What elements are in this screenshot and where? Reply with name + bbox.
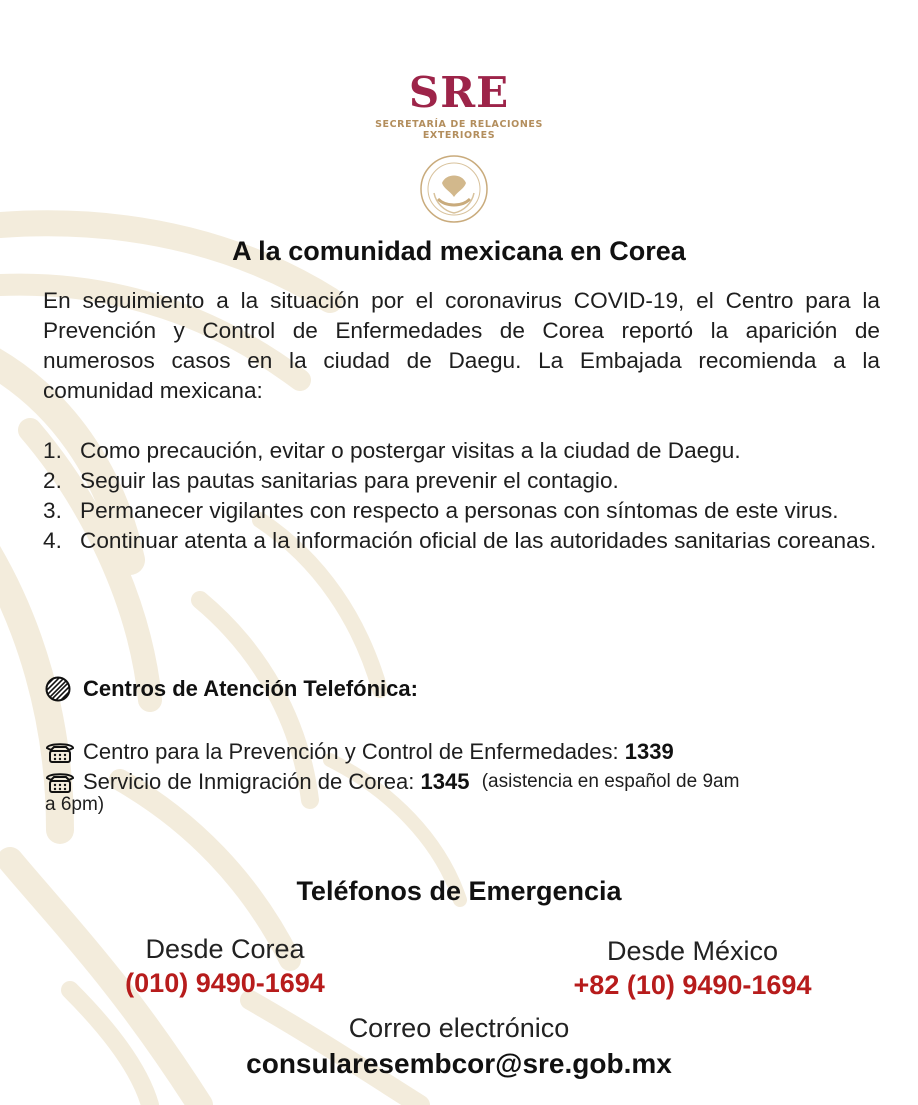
schedule-note-continued: a 6pm)	[45, 794, 105, 815]
list-item: 2. Seguir las pautas sanitarias para prevenir el contagio.	[43, 468, 619, 493]
call-centers-title: Centros de Atención Telefónica:	[83, 676, 418, 701]
korea-contact	[90, 932, 360, 1000]
korea-label: Desde Corea	[145, 934, 305, 964]
sre-logo-title: SRE	[408, 68, 510, 117]
call-centers-list	[45, 737, 885, 817]
telephone-icon	[45, 770, 75, 794]
hatched-circle-icon	[45, 676, 71, 702]
mexico-label: Desde México	[606, 936, 779, 966]
emergency-heading: Teléfonos de Emergencia	[296, 876, 622, 906]
mexico-contact	[540, 934, 845, 1002]
phone-number: 1345	[420, 769, 470, 794]
mexico-phone-link[interactable]: +82 (10) 9490-1694	[573, 970, 812, 1000]
recommendations-list	[43, 436, 880, 556]
list-item: 4. Continuar atenta a la información oficial de las autoridades sanitarias coreanas.	[43, 528, 877, 553]
sre-logo-subtitle-line-1: SECRETARÍA DE RELACIONES	[375, 119, 543, 130]
list-item: 1. Como precaución, evitar o postergar visitas a la ciudad de Daegu.	[43, 438, 741, 463]
main-content	[43, 286, 880, 556]
mexican-seal-icon	[418, 153, 490, 225]
sre-logo-subtitle-line-2: EXTERIORES	[422, 130, 496, 141]
email-label: Correo electrónico	[348, 1013, 570, 1043]
page-title: A la comunidad mexicana en Corea	[232, 236, 686, 266]
call-centers-heading	[45, 676, 418, 702]
telephone-icon	[45, 740, 75, 764]
email-link[interactable]: consularesembcor@sre.gob.mx	[246, 1048, 672, 1079]
intro-paragraph: En seguimiento a la situación por el coronavirus COVID-19, el Centro para la Prevención y Control de Enfermedades de Corea reportó la aparición de numerosos casos en la ciudad de Daegu. La Embajada recomienda a la comunidad mexicana:	[43, 288, 880, 403]
list-item: Servicio de Inmigración de Corea: 1345 (asistencia en español de 9am	[45, 767, 885, 797]
list-item: Centro para la Prevención y Control de Enfermedades: 1339	[45, 737, 885, 767]
schedule-note: (asistencia en español de 9am	[481, 771, 740, 792]
phone-number: 1339	[624, 739, 674, 764]
korea-phone-link[interactable]: (010) 9490-1694	[125, 968, 325, 998]
list-item: 3. Permanecer vigilantes con respecto a personas con síntomas de este virus.	[43, 498, 839, 523]
